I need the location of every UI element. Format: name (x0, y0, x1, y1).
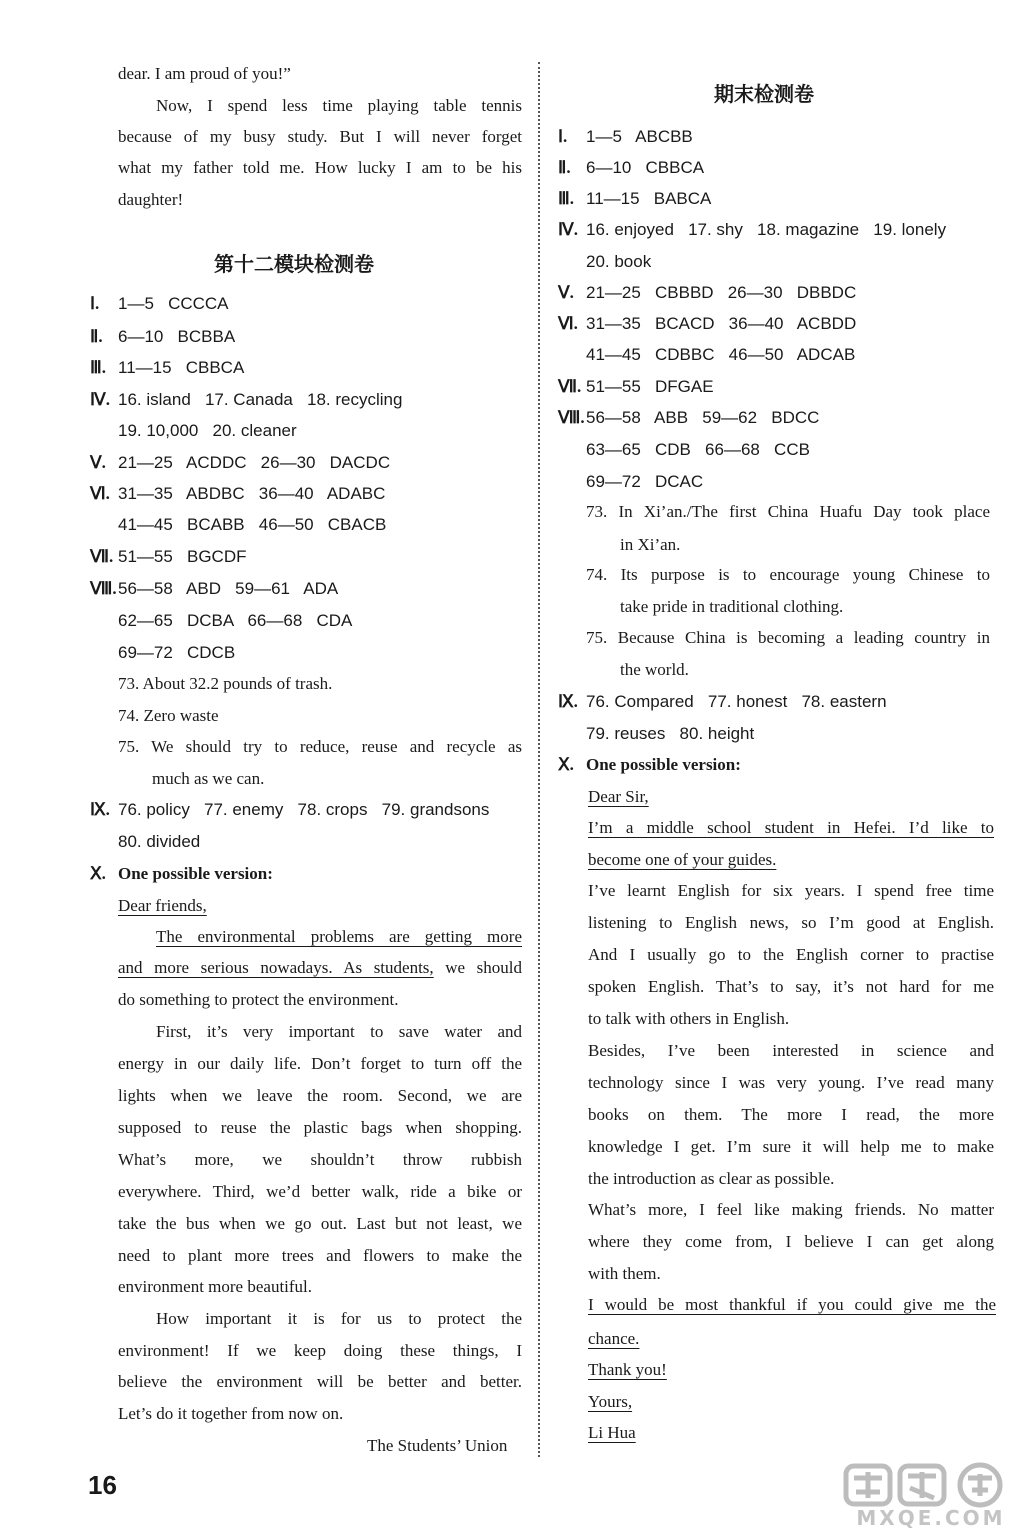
answer-text: the world. (620, 660, 689, 679)
roman-numeral: Ⅰ. (558, 127, 568, 146)
answer-row (90, 453, 390, 473)
roman-numeral: Ⅹ. (90, 864, 106, 883)
answer-text: 74. Its purpose is to encourage young Chinese to (586, 565, 990, 584)
intro-line: because of my busy study. But I will never forget (118, 127, 522, 146)
roman-numeral: Ⅰ. (90, 294, 100, 313)
roman-numeral: Ⅸ. (90, 800, 110, 819)
intro-line: Now, I spend less time playing table tennis (156, 96, 522, 115)
roman-numeral: Ⅱ. (558, 158, 571, 177)
answer-row (90, 358, 244, 378)
essay-line: Besides, I’ve been interested in science and (588, 1041, 994, 1060)
watermark-text: MXQE.COM (856, 1506, 1006, 1530)
answer-row (90, 547, 247, 567)
answer-text: 19. 10,000 20. cleaner (118, 421, 297, 440)
answer-row (558, 220, 946, 240)
essay-line: do something to protect the environment. (118, 990, 399, 1009)
roman-numeral: Ⅸ. (558, 692, 578, 711)
answer-text: 56—58 ABB 59—62 BDCC (586, 408, 820, 427)
answer-text: 80. divided (118, 832, 201, 851)
answer-text: 11—15 BABCA (586, 189, 712, 208)
answer-text: 31—35 BCACD 36—40 ACBDD (586, 314, 857, 333)
roman-numeral: Ⅵ. (558, 314, 578, 333)
essay-line: to talk with others in English. (588, 1009, 790, 1028)
answer-row (90, 294, 229, 314)
essay-line-underlined: I would be most thankful if you could give me the (588, 1295, 996, 1314)
essay-line-underlined: The environmental problems are getting more (156, 927, 522, 946)
essay-line: spoken English. That’s to say, it’s not hard for me (588, 977, 994, 996)
answer-text: 69—72 CDCB (118, 643, 236, 662)
answer-text: 1—5 CCCCA (118, 294, 229, 313)
essay-plain-part: we should (433, 958, 522, 977)
answer-row (558, 189, 711, 209)
essay-greeting: Dear Sir, (588, 787, 649, 806)
roman-numeral: Ⅳ. (90, 390, 110, 409)
answer-row (558, 377, 714, 397)
essay-line-underlined: chance. (588, 1329, 640, 1348)
essay-line (118, 958, 522, 978)
essay-name: Li Hua (588, 1423, 636, 1442)
answer-text: in Xi’an. (620, 535, 681, 554)
intro-line: what my father told me. How lucky I am to be his (118, 158, 522, 177)
roman-numeral: Ⅱ. (90, 327, 103, 346)
answer-text: 11—15 CBBCA (118, 358, 245, 377)
essay-closing: Yours, (588, 1392, 633, 1411)
answer-text: 6—10 CBBCA (586, 158, 705, 177)
answer-row (90, 800, 489, 820)
answer-row (558, 283, 856, 303)
essay-line: environment! If we keep doing these things, I (118, 1341, 522, 1360)
intro-line: dear. I am proud of you!” (118, 64, 291, 83)
answer-text: 51—55 DFGAE (586, 377, 714, 396)
answer-text: 41—45 CDBBC 46—50 ADCAB (586, 345, 856, 364)
answer-text: 16. island 17. Canada 18. recycling (118, 390, 403, 409)
essay-line: energy in our daily life. Don’t forget to turn off the (118, 1054, 522, 1073)
essay-line: What’s more, I feel like making friends. No matter (588, 1200, 994, 1219)
essay-line: How important it is for us to protect the (156, 1309, 522, 1328)
roman-numeral: Ⅳ. (558, 220, 578, 239)
answer-text: 76. Compared 77. honest 78. eastern (586, 692, 887, 711)
roman-numeral: Ⅷ. (558, 408, 585, 427)
roman-numeral: Ⅵ. (90, 484, 110, 503)
page-number: 16 (88, 1470, 117, 1500)
answer-text: 79. reuses 80. height (586, 724, 755, 743)
essay-line: with them. (588, 1264, 661, 1283)
answer-text: One possible version: (118, 864, 273, 883)
answer-text: 76. policy 77. enemy 78. crops 79. grandsons (118, 800, 490, 819)
answer-text: 41—45 BCABB 46—50 CBACB (118, 515, 387, 534)
essay-line: where they come from, I believe I can get along (588, 1232, 994, 1251)
essay-greeting: Dear friends, (118, 896, 207, 915)
essay-thanks: Thank you! (588, 1360, 667, 1379)
roman-numeral: Ⅴ. (90, 453, 106, 472)
answer-text: 75. We should try to reduce, reuse and recycle as (118, 737, 522, 756)
answer-row (90, 484, 385, 504)
answer-text: One possible version: (586, 755, 741, 774)
essay-line-underlined: I’m a middle school student in Hefei. I’d like to (588, 818, 994, 837)
answer-text: 51—55 BGCDF (118, 547, 247, 566)
answer-text: much as we can. (152, 769, 265, 788)
answer-row (558, 127, 693, 147)
answer-text: 6—10 BCBBA (118, 327, 236, 346)
roman-numeral: Ⅲ. (90, 358, 106, 377)
essay-underlined-part: and more serious nowadays. As students, (118, 958, 434, 977)
essay-line: What’s more, we shouldn’t throw rubbish (118, 1150, 522, 1169)
essay-line: First, it’s very important to save water and (156, 1022, 522, 1041)
answer-row (558, 408, 819, 428)
answer-text: 73. In Xi’an./The first China Huafu Day took place (586, 502, 990, 521)
roman-numeral: Ⅴ. (558, 283, 574, 302)
answer-row (558, 755, 741, 775)
answer-row (90, 864, 273, 884)
essay-line: lights when we leave the room. Second, we are (118, 1086, 522, 1105)
answer-text: 62—65 DCBA 66—68 CDA (118, 611, 353, 630)
intro-line: daughter! (118, 190, 184, 209)
section-title: 期末检测卷 (714, 82, 814, 106)
essay-line: environment more beautiful. (118, 1277, 313, 1296)
answer-row (90, 579, 338, 599)
essay-line: need to plant more trees and flowers to make the (118, 1246, 522, 1265)
answer-text: 56—58 ABD 59—61 ADA (118, 579, 339, 598)
essay-line: I’ve learnt English for six years. I spend free time (588, 881, 994, 900)
answer-row (90, 390, 402, 410)
essay-line-underlined: become one of your guides. (588, 850, 777, 869)
answer-text: 1—5 ABCBB (586, 127, 693, 146)
roman-numeral: Ⅲ. (558, 189, 574, 208)
answer-text: 73. About 32.2 pounds of trash. (118, 674, 333, 693)
watermark-logo (838, 1462, 1020, 1530)
essay-line: Let’s do it together from now on. (118, 1404, 344, 1423)
answer-row (90, 327, 235, 347)
answer-text: 21—25 ACDDC 26—30 DACDC (118, 453, 391, 472)
essay-line: technology since I was very young. I’ve read many (588, 1073, 994, 1092)
answer-text: 16. enjoyed 17. shy 18. magazine 19. lonely (586, 220, 947, 239)
essay-line: books on them. The more I read, the more (588, 1105, 994, 1124)
essay-line: supposed to reuse the plastic bags when shopping. (118, 1118, 522, 1137)
answer-text: 74. Zero waste (118, 706, 219, 725)
answer-text: 21—25 CBBBD 26—30 DBBDC (586, 283, 857, 302)
section-title: 第十二模块检测卷 (214, 252, 374, 276)
answer-text: 31—35 ABDBC 36—40 ADABC (118, 484, 386, 503)
essay-line: listening to English news, so I’m good at English. (588, 913, 994, 932)
answer-text: 20. book (586, 252, 652, 271)
answer-row (558, 158, 704, 178)
roman-numeral: Ⅷ. (90, 579, 117, 598)
answer-text: take pride in traditional clothing. (620, 597, 844, 616)
answer-row (558, 314, 856, 334)
essay-line: And I usually go to the English corner to practise (588, 945, 994, 964)
column-divider (538, 62, 540, 1457)
roman-numeral: Ⅹ. (558, 755, 574, 774)
essay-line: the introduction as clear as possible. (588, 1169, 835, 1188)
essay-line: believe the environment will be better and better. (118, 1372, 522, 1391)
answer-row (558, 692, 887, 712)
answer-text: 69—72 DCAC (586, 472, 704, 491)
essay-line: take the bus when we go out. Last but not least, we (118, 1214, 522, 1233)
roman-numeral: Ⅶ. (90, 547, 114, 566)
answer-text: 75. Because China is becoming a leading country in (586, 628, 990, 647)
answer-text: 63—65 CDB 66—68 CCB (586, 440, 810, 459)
essay-line: knowledge I get. I’m sure it will help me to make (588, 1137, 994, 1156)
essay-line: everywhere. Third, we’d better walk, ride a bike or (118, 1182, 522, 1201)
roman-numeral: Ⅶ. (558, 377, 582, 396)
essay-signature: The Students’ Union (367, 1436, 508, 1455)
